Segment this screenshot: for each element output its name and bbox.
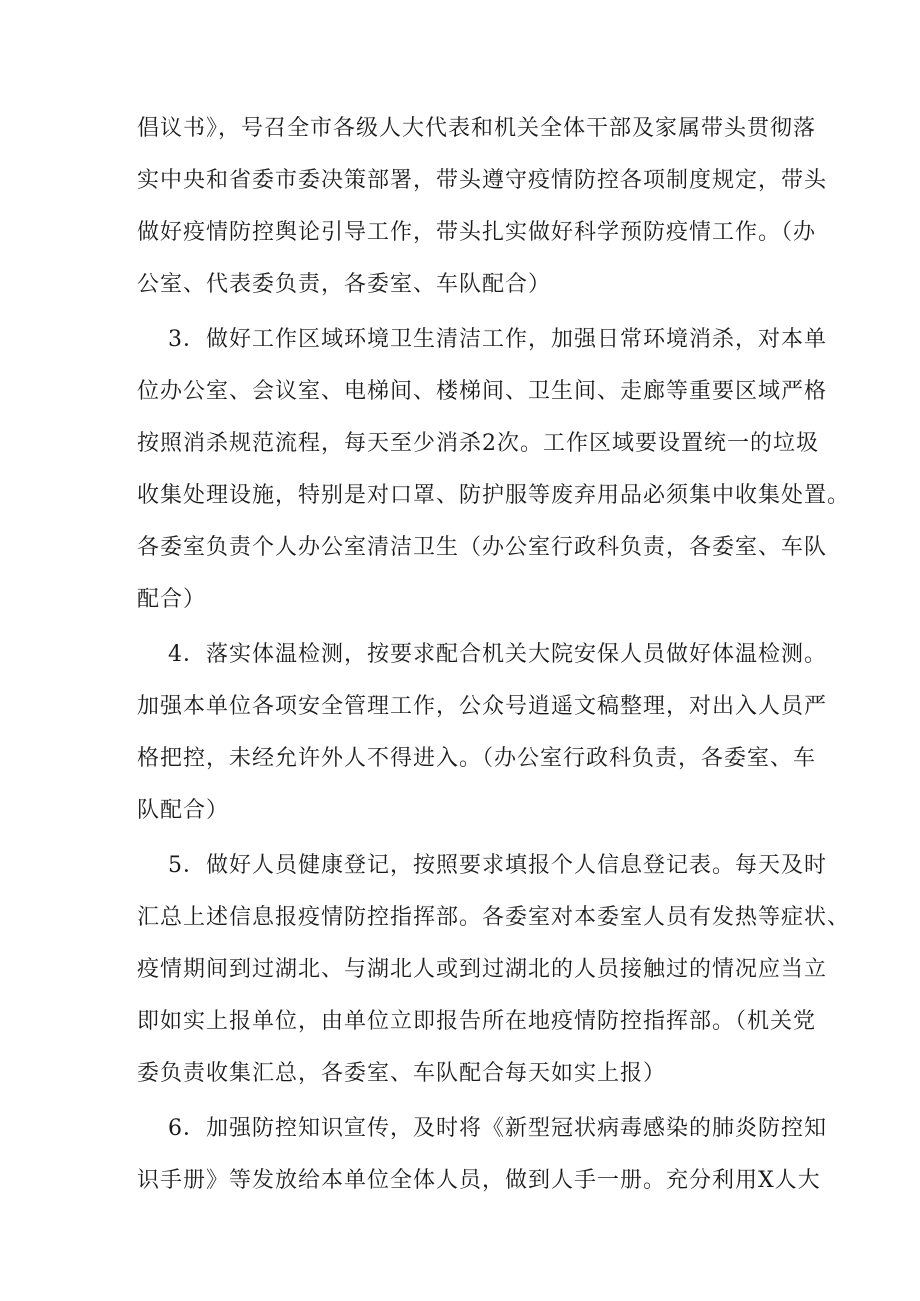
- text-line: 疫情期间到过湖北、与湖北人或到过湖北的人员接触过的情况应当立: [137, 957, 828, 982]
- text-line: 倡议书》，号召全市各级人大代表和机关全体干部及家属带头贯彻落: [137, 116, 817, 141]
- text-line: 做好疫情防控舆论引导工作，带头扎实做好科学预防疫情工作。（办: [137, 220, 817, 245]
- text-line: 汇总上述信息报疫情防控指挥部。各委室对本委室人员有发热等症状、: [137, 905, 851, 930]
- text-line: 按照消杀规范流程，每天至少消杀2次。工作区域要设置统一的垃圾: [137, 431, 819, 456]
- paragraph-start-line: 3．做好工作区域环境卫生清洁工作，加强日常环境消杀，对本单: [168, 327, 827, 352]
- text-line: 格把控，未经允许外人不得进入。（办公室行政科负责，各委室、车: [137, 746, 817, 771]
- text-line: 实中央和省委市委决策部署，带头遵守疫情防控各项制度规定，带头: [137, 168, 828, 193]
- text-line: 加强本单位各项安全管理工作，公众号逍遥文稿整理，对出入人员严: [137, 694, 828, 719]
- text-line: 队配合）: [137, 798, 230, 823]
- text-line: 识手册》等发放给本单位全体人员，做到人手一册。充分利用X人大: [137, 1168, 821, 1193]
- text-line: 各委室负责个人办公室清洁卫生（办公室行政科负责，各委室、车队: [137, 535, 828, 560]
- text-line: 即如实上报单位，由单位立即报告所在地疫情防控指挥部。（机关党: [137, 1009, 817, 1034]
- text-line: 公室、代表委负责，各委室、车队配合）: [137, 272, 552, 297]
- text-line: 委负责收集汇总，各委室、车队配合每天如实上报）: [137, 1061, 667, 1086]
- paragraph-start-line: 5．做好人员健康登记，按照要求填报个人信息登记表。每天及时: [168, 853, 827, 878]
- paragraph-start-line: 4．落实体温检测，按要求配合机关大院安保人员做好体温检测。: [168, 642, 827, 667]
- text-line: 收集处理设施，特别是对口罩、防护服等废弃用品必须集中收集处置。: [137, 483, 851, 508]
- text-line: 位办公室、会议室、电梯间、楼梯间、卫生间、走廊等重要区域严格: [137, 379, 828, 404]
- text-line: 配合）: [137, 587, 207, 612]
- paragraph-start-line: 6．加强防控知识宣传，及时将《新型冠状病毒感染的肺炎防控知: [168, 1116, 827, 1141]
